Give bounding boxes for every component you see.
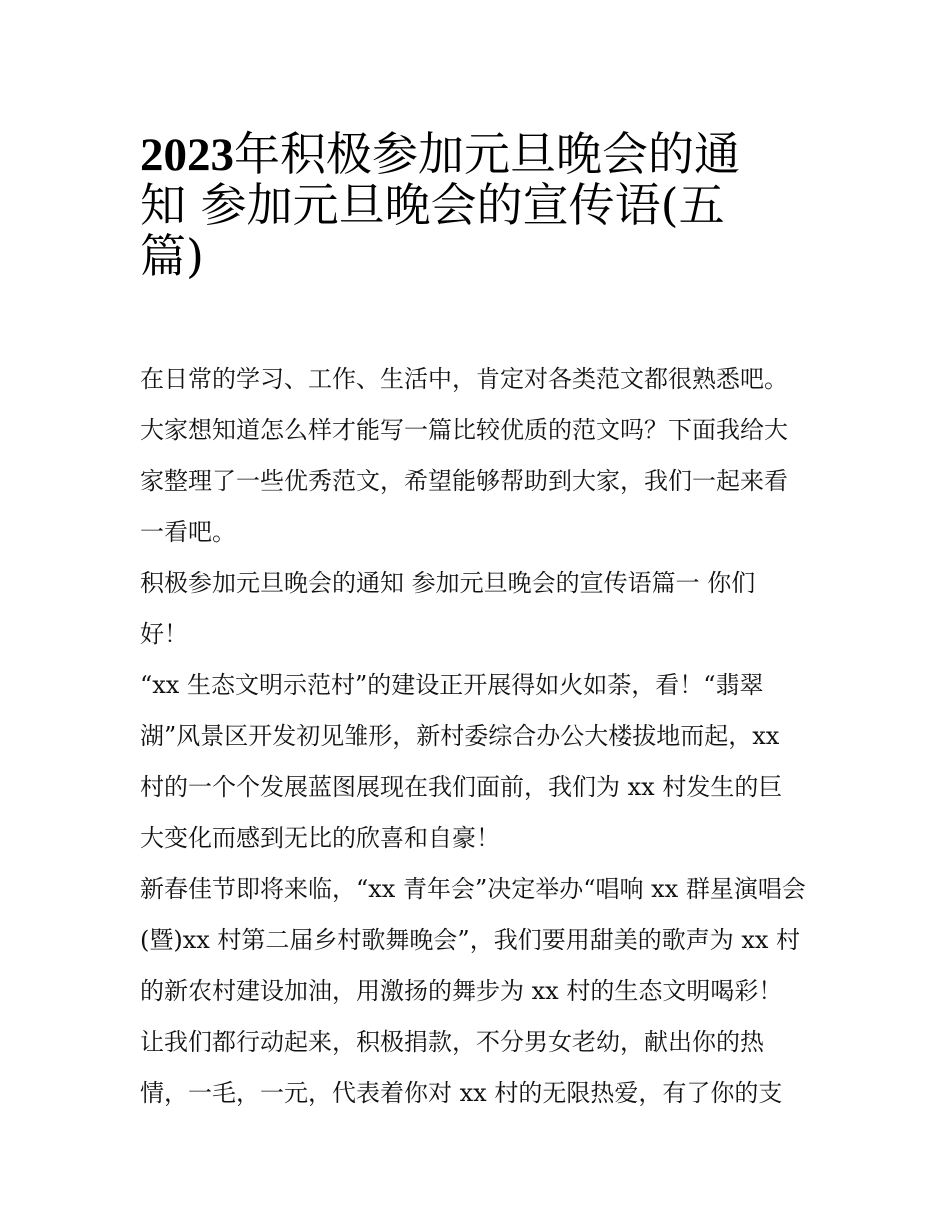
title-line-3: 篇) [140, 229, 204, 283]
body-line: 让我们都行动起来，积极捐款，不分男女老幼，献出你的热 [140, 1028, 764, 1056]
body-line: 湖”风景区开发初见雏形，新村委综合办公大楼拔地而起，xx [140, 722, 780, 750]
title-line-2: 知 参加元旦晚会的宣传语(五 [140, 178, 725, 232]
body-line: 大家想知道怎么样才能写一篇比较优质的范文吗？下面我给大 [140, 416, 788, 444]
body-line: 好！ [140, 620, 188, 648]
body-line: 一看吧。 [140, 518, 236, 546]
document-title [140, 112, 820, 283]
body-line: 积极参加元旦晚会的通知 参加元旦晚会的宣传语篇一 你们 [140, 569, 756, 597]
body-line: 村的一个个发展蓝图展现在我们面前，我们为 xx 村发生的巨 [140, 773, 783, 801]
title-year: 2023 [140, 129, 234, 181]
title-line-1-text: 年积极参加元旦晚会的通 [234, 127, 740, 181]
body-line: 家整理了一些优秀范文，希望能够帮助到大家，我们一起来看 [140, 467, 788, 495]
body-line: 的新农村建设加油，用激扬的舞步为 xx 村的生态文明喝彩！ [140, 977, 783, 1005]
title-line-1 [140, 112, 820, 181]
body-line: “xx 生态文明示范村”的建设正开展得如火如荼，看！“翡翠 [140, 671, 764, 699]
body-line: 大变化而感到无比的欣喜和自豪！ [140, 824, 500, 852]
body-line: 情，一毛，一元，代表着你对 xx 村的无限热爱，有了你的支 [140, 1079, 783, 1107]
body-line: (暨)xx 村第二届乡村歌舞晚会”，我们要用甜美的歌声为 xx 村 [140, 926, 801, 954]
body-line: 在日常的学习、工作、生活中，肯定对各类范文都很熟悉吧。 [140, 365, 788, 393]
document-body [140, 354, 820, 1119]
body-line: 新春佳节即将来临，“xx 青年会”决定举办“唱响 xx 群星演唱会 [140, 875, 806, 903]
